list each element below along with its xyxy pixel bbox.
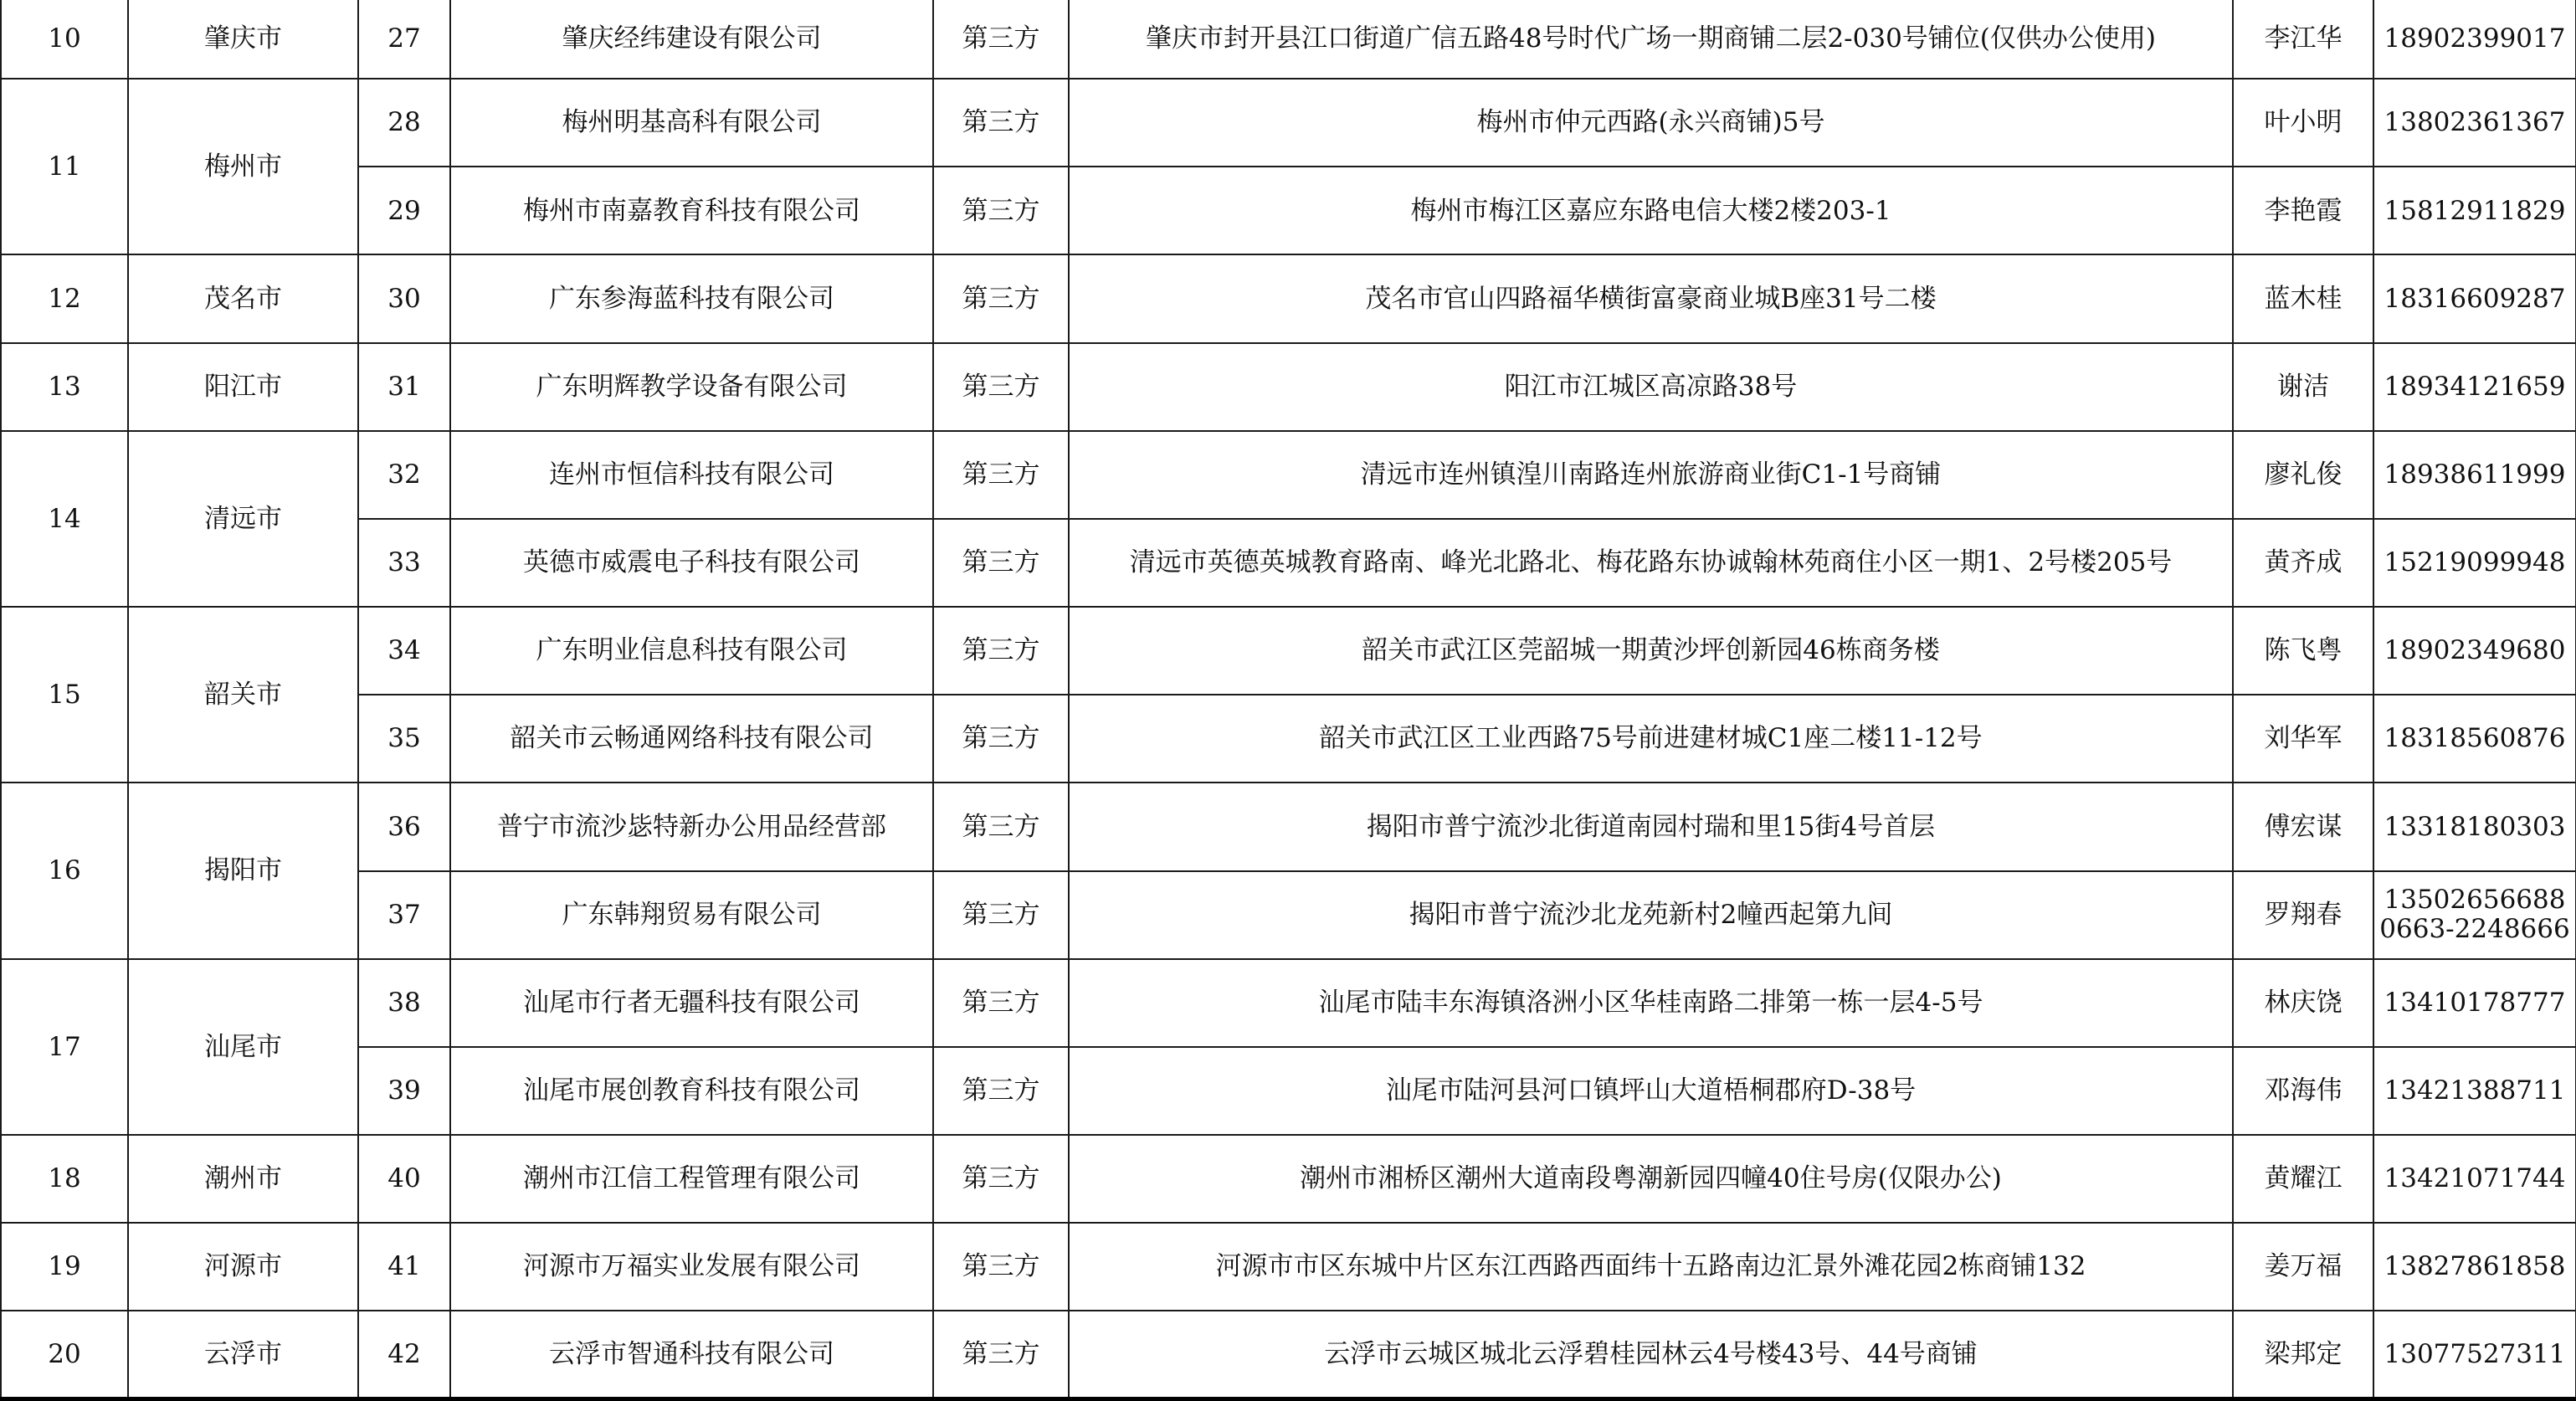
address-cell: 阳江市江城区高凉路38号 [1069, 343, 2233, 431]
company-name-cell: 广东明辉教学设备有限公司 [450, 343, 933, 431]
phone-cell [2373, 695, 2576, 783]
phone-number: 18318560876 [2384, 723, 2566, 754]
address-cell: 清远市连州镇湟川南路连州旅游商业街C1-1号商铺 [1069, 431, 2233, 519]
phone-cell [2373, 607, 2576, 695]
phone-cell [2373, 343, 2576, 431]
phone-number: 15219099948 [2384, 547, 2566, 578]
region-seq-cell: 16 [1, 783, 128, 958]
address-cell: 揭阳市普宁流沙北街道南园村瑞和里15街4号首层 [1069, 783, 2233, 870]
city-cell: 河源市 [128, 1223, 358, 1311]
contact-person-cell: 傅宏谋 [2233, 783, 2373, 870]
phone-number: 13827861858 [2384, 1251, 2566, 1282]
row-number-cell: 39 [358, 1047, 450, 1135]
provider-type-cell: 第三方 [933, 343, 1069, 431]
contact-person-cell: 林庆饶 [2233, 959, 2373, 1047]
provider-type-cell: 第三方 [933, 607, 1069, 695]
phone-cell [2373, 167, 2576, 254]
table-row [1, 871, 2576, 959]
table-row [1, 167, 2576, 254]
address-cell: 韶关市武江区工业西路75号前进建材城C1座二楼11-12号 [1069, 695, 2233, 783]
address-cell: 肇庆市封开县江口街道广信五路48号时代广场一期商铺二层2-030号铺位(仅供办公使用) [1069, 0, 2233, 79]
contact-person-cell: 刘华军 [2233, 695, 2373, 783]
provider-type-cell: 第三方 [933, 519, 1069, 607]
table-row [1, 695, 2576, 783]
provider-type-cell: 第三方 [933, 1047, 1069, 1135]
contact-person-cell: 罗翔春 [2233, 871, 2373, 959]
contact-person-cell: 蓝木桂 [2233, 254, 2373, 342]
region-seq-cell: 17 [1, 959, 128, 1135]
provider-type-cell: 第三方 [933, 1135, 1069, 1223]
company-name-cell: 广东韩翔贸易有限公司 [450, 871, 933, 959]
provider-type-cell: 第三方 [933, 695, 1069, 783]
address-cell: 茂名市官山四路福华横街富豪商业城B座31号二楼 [1069, 254, 2233, 342]
contact-person-cell: 黄耀江 [2233, 1135, 2373, 1223]
phone-cell [2373, 1311, 2576, 1398]
phone-number: 18902399017 [2384, 23, 2566, 54]
phone-number: 13421388711 [2384, 1075, 2566, 1106]
city-cell: 韶关市 [128, 607, 358, 783]
provider-type-cell: 第三方 [933, 959, 1069, 1047]
address-cell: 云浮市云城区城北云浮碧桂园林云4号楼43号、44号商铺 [1069, 1311, 2233, 1398]
company-name-cell: 连州市恒信科技有限公司 [450, 431, 933, 519]
address-cell: 揭阳市普宁流沙北龙苑新村2幢西起第九间 [1069, 871, 2233, 959]
city-cell: 云浮市 [128, 1311, 358, 1398]
city-cell: 汕尾市 [128, 959, 358, 1135]
row-number-cell: 31 [358, 343, 450, 431]
company-name-cell: 韶关市云畅通网络科技有限公司 [450, 695, 933, 783]
phone-number: 13502656688 [2384, 885, 2566, 916]
provider-type-cell: 第三方 [933, 167, 1069, 254]
address-cell: 韶关市武江区莞韶城一期黄沙坪创新园46栋商务楼 [1069, 607, 2233, 695]
company-name-cell: 广东明业信息科技有限公司 [450, 607, 933, 695]
region-seq-cell: 11 [1, 79, 128, 254]
phone-cell [2373, 1047, 2576, 1135]
table-row [1, 519, 2576, 607]
row-number-cell: 29 [358, 167, 450, 254]
city-cell: 揭阳市 [128, 783, 358, 958]
table-row [1, 254, 2576, 342]
phone-number: 18938611999 [2384, 459, 2566, 490]
contact-person-cell: 陈飞粤 [2233, 607, 2373, 695]
table-row [1, 79, 2576, 167]
phone-number: 13077527311 [2384, 1338, 2566, 1369]
table-row [1, 431, 2576, 519]
region-seq-cell: 19 [1, 1223, 128, 1311]
city-cell: 茂名市 [128, 254, 358, 342]
phone-number: 13410178777 [2384, 987, 2566, 1018]
phone-number: 13421071744 [2384, 1163, 2566, 1194]
company-name-cell: 普宁市流沙毖特新办公用品经营部 [450, 783, 933, 870]
row-number-cell: 38 [358, 959, 450, 1047]
table-row [1, 1047, 2576, 1135]
city-cell: 梅州市 [128, 79, 358, 254]
region-seq-cell: 18 [1, 1135, 128, 1223]
phone-number: 18902349680 [2384, 635, 2566, 666]
region-seq-cell: 13 [1, 343, 128, 431]
phone-cell [2373, 431, 2576, 519]
table-row [1, 0, 2576, 79]
company-name-cell: 河源市万福实业发展有限公司 [450, 1223, 933, 1311]
city-cell: 肇庆市 [128, 0, 358, 79]
table-row [1, 959, 2576, 1047]
contact-person-cell: 李江华 [2233, 0, 2373, 79]
provider-type-cell: 第三方 [933, 79, 1069, 167]
phone-cell [2373, 79, 2576, 167]
row-number-cell: 36 [358, 783, 450, 870]
provider-type-cell: 第三方 [933, 254, 1069, 342]
phone-cell [2373, 783, 2576, 870]
region-seq-cell: 12 [1, 254, 128, 342]
table-row [1, 1311, 2576, 1398]
city-cell: 阳江市 [128, 343, 358, 431]
company-name-cell: 潮州市江信工程管理有限公司 [450, 1135, 933, 1223]
address-cell: 河源市市区东城中片区东江西路西面纬十五路南边汇景外滩花园2栋商铺132 [1069, 1223, 2233, 1311]
address-cell: 汕尾市陆丰东海镇洛洲小区华桂南路二排第一栋一层4-5号 [1069, 959, 2233, 1047]
table-row [1, 1223, 2576, 1311]
address-cell: 汕尾市陆河县河口镇坪山大道梧桐郡府D-38号 [1069, 1047, 2233, 1135]
phone-cell [2373, 1135, 2576, 1223]
row-number-cell: 32 [358, 431, 450, 519]
region-seq-cell: 10 [1, 0, 128, 79]
table-row [1, 607, 2576, 695]
region-seq-cell: 20 [1, 1311, 128, 1398]
row-number-cell: 35 [358, 695, 450, 783]
company-name-cell: 肇庆经纬建设有限公司 [450, 0, 933, 79]
company-name-cell: 汕尾市行者无疆科技有限公司 [450, 959, 933, 1047]
contact-person-cell: 黄齐成 [2233, 519, 2373, 607]
phone-number: 15812911829 [2384, 195, 2566, 226]
provider-type-cell: 第三方 [933, 431, 1069, 519]
row-number-cell: 40 [358, 1135, 450, 1223]
company-name-cell: 汕尾市展创教育科技有限公司 [450, 1047, 933, 1135]
phone-cell [2373, 519, 2576, 607]
city-cell: 潮州市 [128, 1135, 358, 1223]
row-number-cell: 41 [358, 1223, 450, 1311]
table-row [1, 343, 2576, 431]
company-name-cell: 广东参海蓝科技有限公司 [450, 254, 933, 342]
address-cell: 潮州市湘桥区潮州大道南段粤潮新园四幢40住号房(仅限办公) [1069, 1135, 2233, 1223]
phone-number: 13802361367 [2384, 107, 2566, 138]
contact-person-cell: 邓海伟 [2233, 1047, 2373, 1135]
company-name-cell: 梅州市南嘉教育科技有限公司 [450, 167, 933, 254]
city-cell: 清远市 [128, 431, 358, 607]
phone-number: 18934121659 [2384, 371, 2566, 402]
provider-type-cell: 第三方 [933, 871, 1069, 959]
company-name-cell: 英德市威震电子科技有限公司 [450, 519, 933, 607]
provider-type-cell: 第三方 [933, 0, 1069, 79]
phone-number: 13318180303 [2384, 811, 2566, 842]
phone-cell [2373, 0, 2576, 79]
contact-person-cell: 叶小明 [2233, 79, 2373, 167]
row-number-cell: 33 [358, 519, 450, 607]
region-seq-cell: 14 [1, 431, 128, 607]
phone-number: 0663-2248666 [2379, 914, 2570, 945]
table-row [1, 783, 2576, 870]
address-cell: 梅州市仲元西路(永兴商铺)5号 [1069, 79, 2233, 167]
row-number-cell: 34 [358, 607, 450, 695]
address-cell: 清远市英德英城教育路南、峰光北路北、梅花路东协诚翰林苑商住小区一期1、2号楼205号 [1069, 519, 2233, 607]
row-number-cell: 28 [358, 79, 450, 167]
company-name-cell: 云浮市智通科技有限公司 [450, 1311, 933, 1398]
contact-person-cell: 姜万福 [2233, 1223, 2373, 1311]
row-number-cell: 30 [358, 254, 450, 342]
contact-person-cell: 谢洁 [2233, 343, 2373, 431]
provider-type-cell: 第三方 [933, 1223, 1069, 1311]
provider-type-cell: 第三方 [933, 783, 1069, 870]
address-cell: 梅州市梅江区嘉应东路电信大楼2楼203-1 [1069, 167, 2233, 254]
phone-cell [2373, 871, 2576, 959]
provider-type-cell: 第三方 [933, 1311, 1069, 1398]
phone-number: 18316609287 [2384, 283, 2566, 314]
region-seq-cell: 15 [1, 607, 128, 783]
row-number-cell: 27 [358, 0, 450, 79]
phone-cell [2373, 959, 2576, 1047]
row-number-cell: 42 [358, 1311, 450, 1398]
contact-person-cell: 廖礼俊 [2233, 431, 2373, 519]
row-number-cell: 37 [358, 871, 450, 959]
phone-cell [2373, 1223, 2576, 1311]
phone-cell [2373, 254, 2576, 342]
contact-person-cell: 李艳霞 [2233, 167, 2373, 254]
company-name-cell: 梅州明基高科有限公司 [450, 79, 933, 167]
table-row [1, 1135, 2576, 1223]
contact-person-cell: 梁邦定 [2233, 1311, 2373, 1398]
table-body [1, 0, 2576, 1399]
